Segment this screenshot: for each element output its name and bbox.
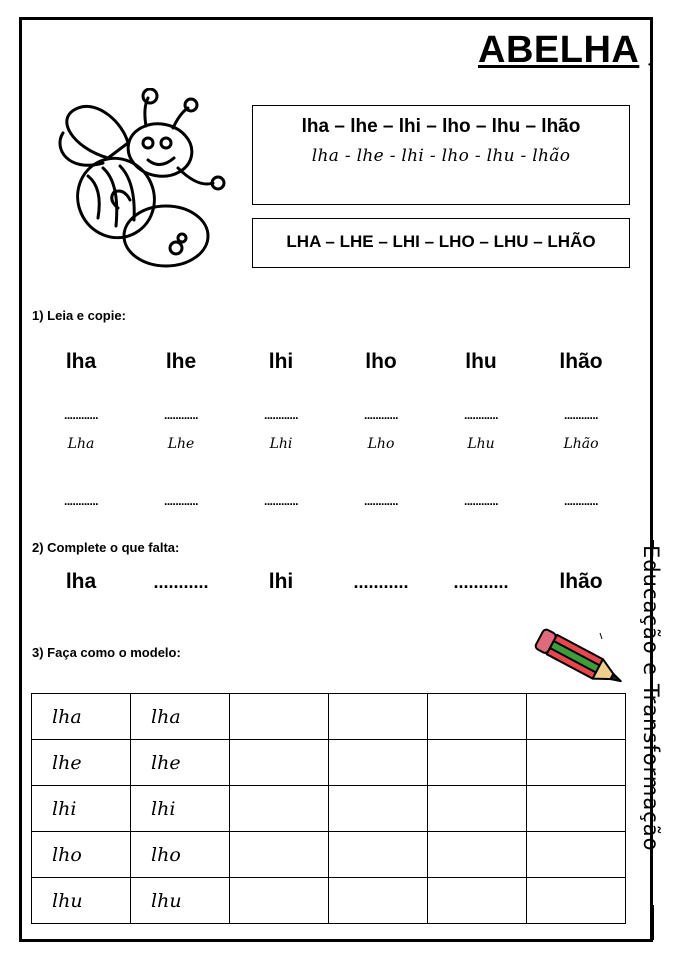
answer-cell[interactable] [527, 694, 626, 740]
model-cell: lhu [131, 878, 230, 924]
s2-blank[interactable]: ........... [153, 572, 209, 592]
s1-blank[interactable]: ............ [563, 494, 598, 508]
answer-cell[interactable] [329, 694, 428, 740]
answer-cell[interactable] [329, 878, 428, 924]
s1-blank[interactable]: ............ [163, 408, 198, 422]
section2-heading: 2) Complete o que falta: [32, 540, 180, 555]
answer-cell[interactable] [329, 786, 428, 832]
model-cell: lho [131, 832, 230, 878]
answer-cell[interactable] [230, 694, 329, 740]
answer-cell[interactable] [428, 786, 527, 832]
answer-cell[interactable] [527, 832, 626, 878]
syllables-print: lha – lhe – lhi – lho – lhu – lhão [301, 116, 581, 137]
bee-illustration [48, 88, 238, 273]
practice-table [31, 693, 626, 924]
syllable-box-lowercase [252, 105, 630, 205]
table-row [32, 786, 626, 832]
s1-blank[interactable]: ............ [263, 408, 298, 422]
pencil-icon [526, 625, 636, 695]
table-row [32, 694, 626, 740]
table-row [32, 740, 626, 786]
s1-syllable: lhão [559, 350, 603, 373]
answer-cell[interactable] [230, 740, 329, 786]
s1-blank[interactable]: ............ [63, 494, 98, 508]
decorative-dot: • [648, 60, 651, 69]
s1-cursive: Lhu [467, 436, 495, 452]
s1-cursive: Lhe [167, 436, 195, 452]
answer-cell[interactable] [428, 832, 527, 878]
s1-cursive: Lha [67, 436, 95, 452]
answer-cell[interactable] [230, 786, 329, 832]
side-text-container [639, 545, 673, 905]
answer-cell[interactable] [527, 878, 626, 924]
model-cell: lha [131, 694, 230, 740]
s1-blank[interactable]: ............ [463, 408, 498, 422]
s2-blank[interactable]: ........... [453, 572, 509, 592]
s1-syllable: lhi [268, 350, 294, 373]
syllable-box-uppercase: LHA – LHE – LHI – LHO – LHU – LHÃO [252, 218, 630, 268]
s1-blank[interactable]: ............ [463, 494, 498, 508]
s1-cursive: Lhão [563, 436, 599, 452]
answer-cell[interactable] [527, 786, 626, 832]
section3-heading: 3) Faça como o modelo: [32, 645, 181, 660]
s1-blank[interactable]: ............ [363, 494, 398, 508]
answer-cell[interactable] [527, 740, 626, 786]
table-row [32, 878, 626, 924]
model-cell: lho [32, 832, 131, 878]
side-line-bottom [653, 905, 654, 940]
answer-cell[interactable] [428, 878, 527, 924]
syllables-cursive: lha - lhe - lhi - lho - lhu - lhão [311, 146, 571, 166]
model-cell: lhe [32, 740, 131, 786]
s2-item: lhão [559, 570, 603, 593]
s2-blank[interactable]: ........... [353, 572, 409, 592]
answer-cell[interactable] [329, 740, 428, 786]
answer-cell[interactable] [230, 832, 329, 878]
s1-cursive: Lhi [269, 436, 293, 452]
answer-cell[interactable] [428, 694, 527, 740]
model-cell: lhi [131, 786, 230, 832]
s2-item: lha [65, 570, 97, 593]
side-text: Educação e Transformação [639, 545, 663, 852]
table-row [32, 832, 626, 878]
s1-syllable: lho [365, 350, 397, 373]
s1-syllable: lha [65, 350, 97, 373]
s1-syllable: lhu [465, 350, 497, 373]
s1-blank[interactable]: ............ [363, 408, 398, 422]
s1-syllable: lhe [165, 350, 197, 373]
model-cell: lhe [131, 740, 230, 786]
s1-blank[interactable]: ............ [163, 494, 198, 508]
answer-cell[interactable] [230, 878, 329, 924]
s1-blank[interactable]: ............ [63, 408, 98, 422]
model-cell: lha [32, 694, 131, 740]
model-cell: lhu [32, 878, 131, 924]
s1-blank[interactable]: ............ [563, 408, 598, 422]
model-cell: lhi [32, 786, 131, 832]
answer-cell[interactable] [329, 832, 428, 878]
s1-blank[interactable]: ............ [263, 494, 298, 508]
section1-heading: 1) Leia e copie: [32, 308, 126, 323]
answer-cell[interactable] [428, 740, 527, 786]
s1-cursive: Lho [367, 436, 395, 452]
page-title: ABELHA [478, 29, 640, 71]
s2-item: lhi [268, 570, 294, 593]
